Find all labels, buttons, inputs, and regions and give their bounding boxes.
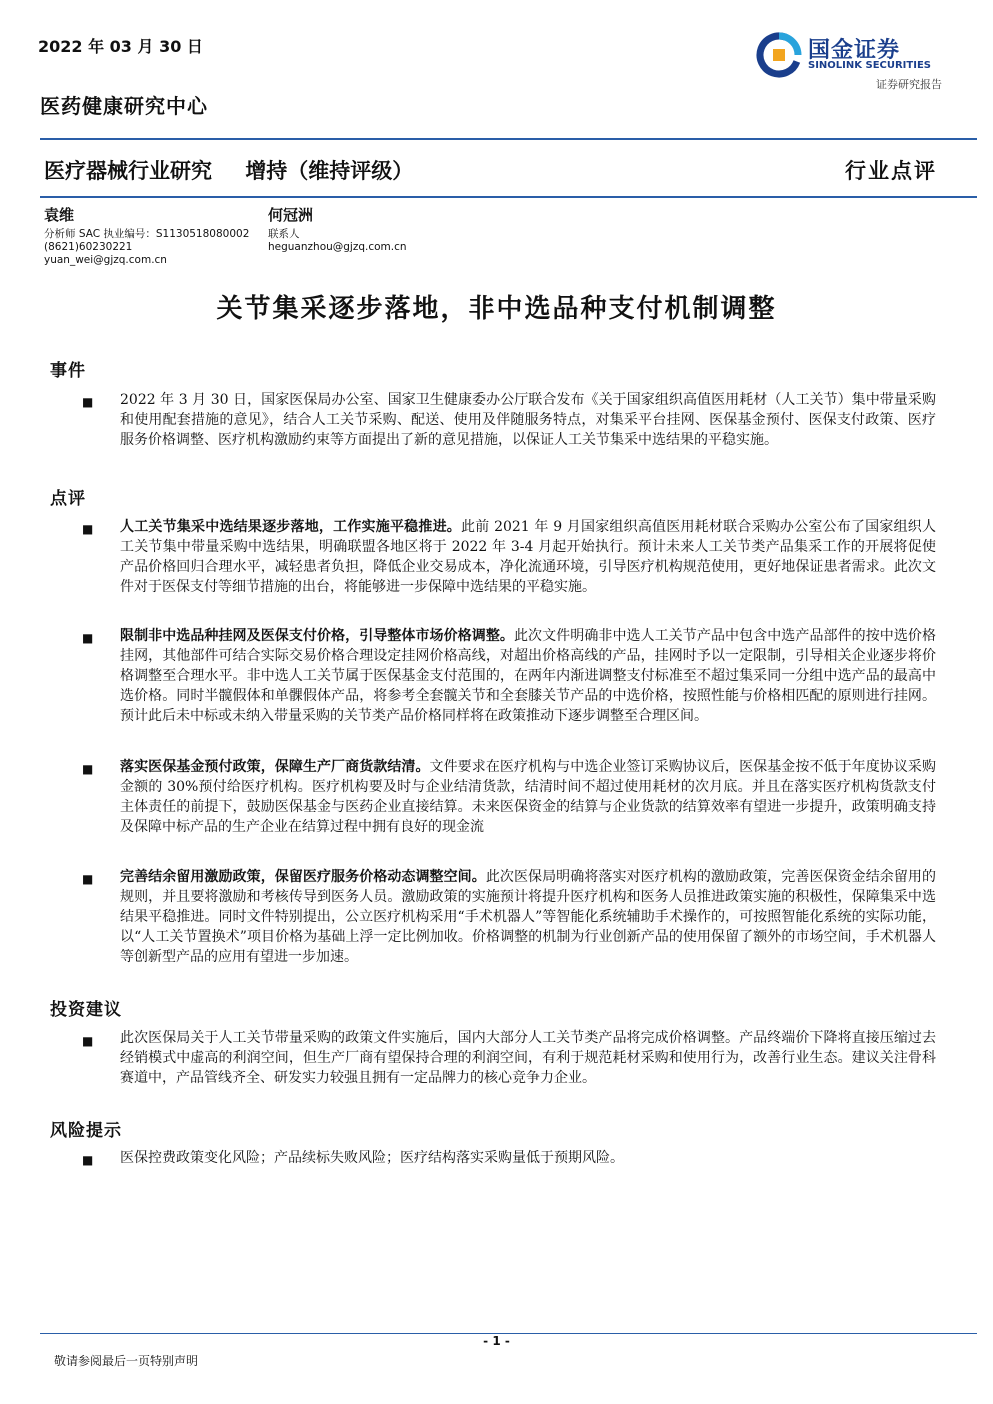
page-number: - 1 - xyxy=(483,1334,510,1348)
section-title-event: 事件 xyxy=(50,361,86,381)
review-item-4-text: 此次医保局明确将落实对医疗机构的激励政策，完善医保资金结余留用的规则，并且要将激励和考核传导到医务人员。激励政策的实施预计将提升医疗机构和医务人员推进政策实施的积极性，保障集采中选结果平稳推进。同时文件特别提出，公立医疗机构采用“手术机器人”等智能化系统辅助手术操作的，可按照智能化系统的实际功能，以“人工关节置换术”项目价格为基础上浮一定比例加收。价格调整的机制为行业创新产品的使用保留了额外的市场空间，手术机器人等创新型产品的应用有望进一步加速。 xyxy=(120,869,937,965)
company-logo xyxy=(754,30,954,100)
logo-name-en: SINOLINK SECURITIES xyxy=(808,60,931,71)
logo-name-cn: 国金证券 xyxy=(808,38,901,63)
review-item-4-lead: 完善结余留用激励政策，保留医疗服务价格动态调整空间。 xyxy=(120,869,486,885)
contact-card xyxy=(268,206,407,254)
review-item-3 xyxy=(120,757,936,837)
bullet-icon: ■ xyxy=(82,1153,94,1167)
disclaimer-note: 敬请参阅最后一页特别声明 xyxy=(54,1354,199,1368)
investment-paragraph: 此次医保局关于人工关节带量采购的政策文件实施后，国内大部分人工关节类产品将完成价格调整。产品终端价下降将直接压缩过去经销模式中虚高的利润空间，但生产厂商有望保持合理的利润空间，有利于规范耗材采购和使用行为，改善行业生态。建议关注骨科赛道中，产品管线齐全、研发实力较强且拥有一定品牌力的核心竞争力企业。 xyxy=(120,1030,936,1086)
header-divider xyxy=(40,138,977,140)
research-center: 医药健康研究中心 xyxy=(40,94,208,118)
bullet-icon: ■ xyxy=(82,522,94,536)
risk-paragraph: 医保控费政策变化风险；产品续标失败风险；医疗结构落实采购量低于预期风险。 xyxy=(120,1150,624,1166)
section-title-review: 点评 xyxy=(50,489,86,509)
analyst-name: 袁维 xyxy=(44,206,75,224)
analyst-email[interactable]: yuan_wei@gjzq.com.cn xyxy=(44,254,167,266)
review-item-3-text: 文件要求在医疗机构与中选企业签订采购协议后，医保基金按不低于年度协议采购金额的 30%预付给医疗机构。医疗机构要及时与企业结清货款，结清时间不超过使用耗材的次月底。并且在落实医疗机构货款支付主体责任的前提下，鼓励医保基金与医药企业直接结算。未来医保资金的结算与企业货款的结算效率有望进一步提升，政策明确支持及保障中标产品的生产企业在结算过程中拥有良好的现金流 xyxy=(120,759,937,835)
analyst-card xyxy=(44,206,250,267)
analyst-sac: 分析师 SAC 执业编号：S1130518080002 xyxy=(44,228,250,240)
section-title-investment: 投资建议 xyxy=(50,1000,122,1020)
bullet-icon: ■ xyxy=(82,395,94,409)
event-paragraph: 2022 年 3 月 30 日，国家医保局办公室、国家卫生健康委办公厅联合发布《关于国家组织高值医用耗材（人工关节）集中带量采购和使用配套措施的意见》，结合人工关节采购、配送、使用及伴随服务特点，对集采平台挂网、医保基金预付、医保支付政策、医疗服务价格调整、医疗机构激励约束等方面提出了新的意见措施，以保证人工关节集采中选结果的平稳实施。 xyxy=(120,392,936,448)
rating-label: 增持（维持评级） xyxy=(245,159,414,183)
contact-email[interactable]: heguanzhou@gjzq.com.cn xyxy=(268,241,407,253)
review-item-1 xyxy=(120,517,936,597)
review-item-3-lead: 落实医保基金预付政策，保障生产厂商货款结清。 xyxy=(120,759,430,775)
review-item-1-lead: 人工关节集采中选结果逐步落地，工作实施平稳推进。 xyxy=(120,519,461,535)
bullet-icon: ■ xyxy=(82,1034,94,1048)
bullet-icon: ■ xyxy=(82,762,94,776)
review-item-1-text: 此前 2021 年 9 月国家组织高值医用耗材联合采购办公室公布了国家组织人工关节集中带量采购中选结果，明确联盟各地区将于 2022 年 3-4 月起开始执行。预计未来人工关节类产品集采工作的开展将促使产品价格回归合理水平，减轻患者负担，降低企业交易成本，净化流通环境，引导医疗机构规范使用，更好地保证患者需求。此次文件对于医保支付等细节措施的出台，将能够进一步保障中选结果的平稳实施。 xyxy=(120,519,936,595)
bullet-icon: ■ xyxy=(82,872,94,886)
contact-name: 何冠洲 xyxy=(268,206,314,224)
bullet-icon: ■ xyxy=(82,631,94,645)
report-title-row xyxy=(44,155,439,185)
analyst-phone: (8621)60230221 xyxy=(44,241,133,253)
review-item-4 xyxy=(120,867,936,967)
headline: 关节集采逐步落地，非中选品种支付机制调整 xyxy=(216,294,777,324)
report-date: 2022 年 03 月 30 日 xyxy=(38,37,203,56)
review-item-2 xyxy=(120,626,936,726)
sinolink-logo-icon xyxy=(756,32,802,78)
section-title-risk: 风险提示 xyxy=(50,1121,122,1141)
contact-role: 联系人 xyxy=(268,228,300,240)
review-item-2-lead: 限制非中选品种挂网及医保支付价格，引导整体市场价格调整。 xyxy=(120,628,514,644)
industry-label: 医疗器械行业研究 xyxy=(44,159,212,183)
title-divider xyxy=(40,196,977,198)
review-item-2-text: 此次文件明确非中选人工关节产品中包含中选产品部件的按中选价格挂网，其他部件可结合实际交易价格合理设定挂网价格高线，对超出价格高线的产品，挂网时予以一定限制，引导相关企业逐步将价格调整至合理水平。非中选人工关节属于医保基金支付范围的，在两年内渐进调整支付标准至不超过集采同一分组中选产品的最高中选价格。同时半髋假体和单髁假体产品，将参考全套髋关节和全套膝关节产品的中选价格，按照性能与价格相匹配的原则进行挂网。预计此后未中标或未纳入带量采购的关节类产品价格同样将在政策推动下逐步调整至合理区间。 xyxy=(120,628,937,724)
logo-subtitle: 证券研究报告 xyxy=(876,78,942,91)
report-type: 行业点评 xyxy=(845,158,937,183)
